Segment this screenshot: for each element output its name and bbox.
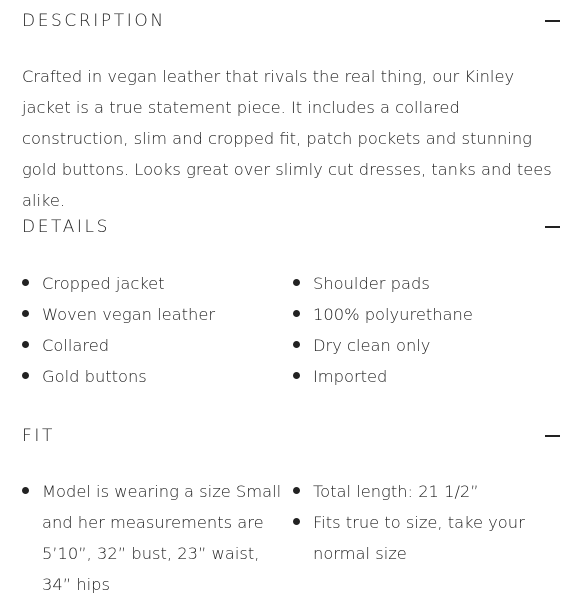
list-item: Fits true to size, take your normal size xyxy=(293,507,553,569)
list-item: Imported xyxy=(293,361,553,392)
details-list-left xyxy=(22,268,272,392)
details-header[interactable] xyxy=(22,215,560,239)
description-minus-icon[interactable] xyxy=(545,9,560,33)
list-item: Woven vegan leather xyxy=(22,299,272,330)
list-item: Collared xyxy=(22,330,272,361)
fit-list-left xyxy=(22,476,288,600)
list-item: Total length: 21 1/2” xyxy=(293,476,553,507)
list-item: 100% polyurethane xyxy=(293,299,553,330)
fit-header[interactable] xyxy=(22,424,560,448)
description-title: DESCRIPTION xyxy=(22,11,166,31)
fit-list-right xyxy=(293,476,553,569)
list-item: Model is wearing a size Small and her measurements are 5’10”, 32” bust, 23” waist, 34” hips xyxy=(22,476,288,600)
description-header[interactable] xyxy=(22,9,560,33)
details-title: DETAILS xyxy=(22,217,111,237)
list-item: Gold buttons xyxy=(22,361,272,392)
list-item: Dry clean only xyxy=(293,330,553,361)
details-list-right xyxy=(293,268,553,392)
list-item: Shoulder pads xyxy=(293,268,553,299)
description-text: Crafted in vegan leather that rivals the real thing, our Kinley jacket is a true statement piece. It includes a collared construction, slim and cropped fit, patch pockets and stunning gold buttons. Looks great over slimly cut dresses, tanks and tees alike. xyxy=(22,67,552,210)
list-item: Cropped jacket xyxy=(22,268,272,299)
fit-minus-icon[interactable] xyxy=(545,424,560,448)
fit-title: FIT xyxy=(22,426,55,446)
details-minus-icon[interactable] xyxy=(545,215,560,239)
